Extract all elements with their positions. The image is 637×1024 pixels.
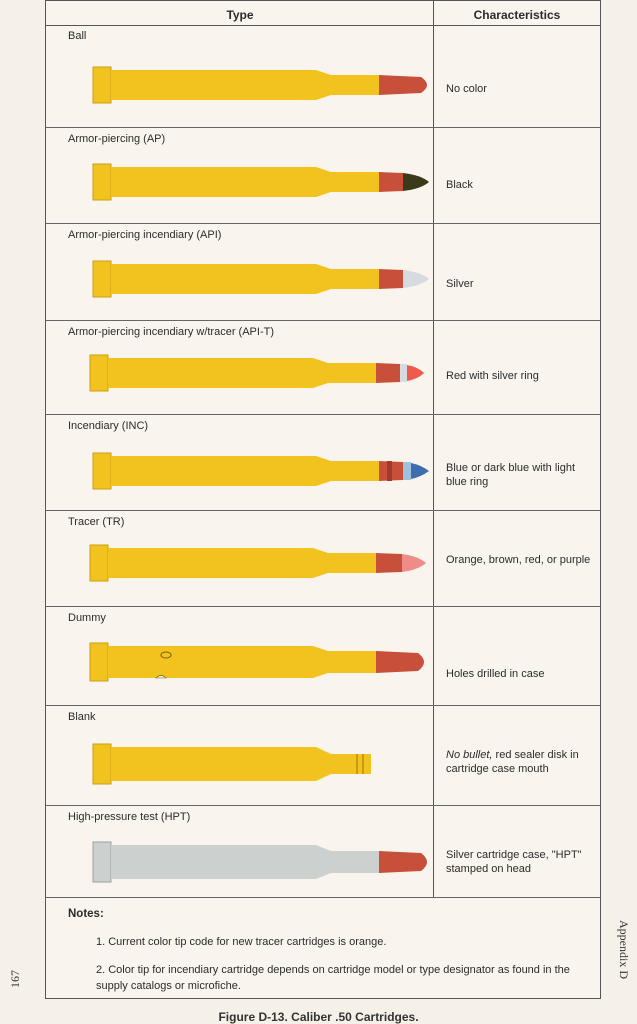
note-item: 1. Current color tip code for new tracer cartridges is orange. — [96, 936, 387, 948]
dummy-cartridge-image — [88, 639, 433, 689]
ap-cartridge-image — [91, 160, 436, 206]
row-type-label: Tracer (TR) — [68, 516, 125, 528]
row-type-label: Ball — [68, 30, 87, 42]
appendix-label: Appendix D — [617, 920, 631, 979]
header-characteristics: Characteristics — [473, 8, 561, 22]
row-type-label: Incendiary (INC) — [68, 420, 149, 432]
table-row — [46, 706, 600, 806]
table-row — [46, 806, 600, 898]
row-type-label: Armor-piercing incendiary w/tracer (API-T) — [68, 326, 274, 338]
row-type-label: Blank — [68, 711, 96, 723]
hpt-cartridge-image — [91, 838, 436, 888]
cartridge-table — [45, 0, 601, 999]
row-characteristics: Red with silver ring — [446, 370, 539, 382]
blank-italic-text: No bullet, — [446, 749, 493, 761]
table-row — [46, 511, 600, 607]
row-characteristics: Silver — [446, 278, 474, 290]
api-cartridge-image — [91, 257, 436, 303]
row-characteristics: Orange, brown, red, or purple — [446, 554, 591, 566]
row-type-label: High-pressure test (HPT) — [68, 811, 191, 823]
blank-cartridge-image — [91, 740, 436, 790]
table-row — [46, 224, 600, 321]
note-item: 2. Color tip for incendiary cartridge depends on cartridge model or type designator as found in the supply catalogs or microfiche. — [96, 964, 570, 992]
api-t-cartridge-image — [88, 351, 433, 397]
notes-section — [46, 898, 600, 998]
row-characteristics: Silver cartridge case, "HPT" stamped on head — [446, 849, 582, 875]
row-type-label: Dummy — [68, 612, 106, 624]
blank-rest-text: red sealer disk in cartridge case mouth — [446, 749, 579, 775]
notes-title: Notes: — [68, 908, 104, 920]
figure-caption: Figure D-13. Caliber .50 Cartridges. — [218, 1010, 419, 1024]
table-row — [46, 128, 600, 224]
header-type: Type — [226, 8, 254, 22]
row-characteristics: No color — [446, 83, 487, 95]
table-row — [46, 25, 600, 128]
table-row — [46, 321, 600, 415]
table-row — [46, 607, 600, 706]
table-header — [46, 1, 600, 26]
row-characteristics: Black — [446, 179, 473, 191]
row-type-label: Armor-piercing (AP) — [68, 133, 166, 145]
row-characteristics: Holes drilled in case — [446, 668, 545, 680]
row-characteristics — [446, 748, 591, 776]
tracer-cartridge-image — [88, 541, 433, 587]
inc-cartridge-image — [91, 449, 436, 495]
table-row — [46, 415, 600, 511]
page-number: 167 — [8, 970, 22, 988]
row-type-label: Armor-piercing incendiary (API) — [68, 229, 222, 241]
ball-cartridge-image — [91, 63, 436, 109]
row-characteristics: Blue or dark blue with light blue ring — [446, 462, 576, 488]
